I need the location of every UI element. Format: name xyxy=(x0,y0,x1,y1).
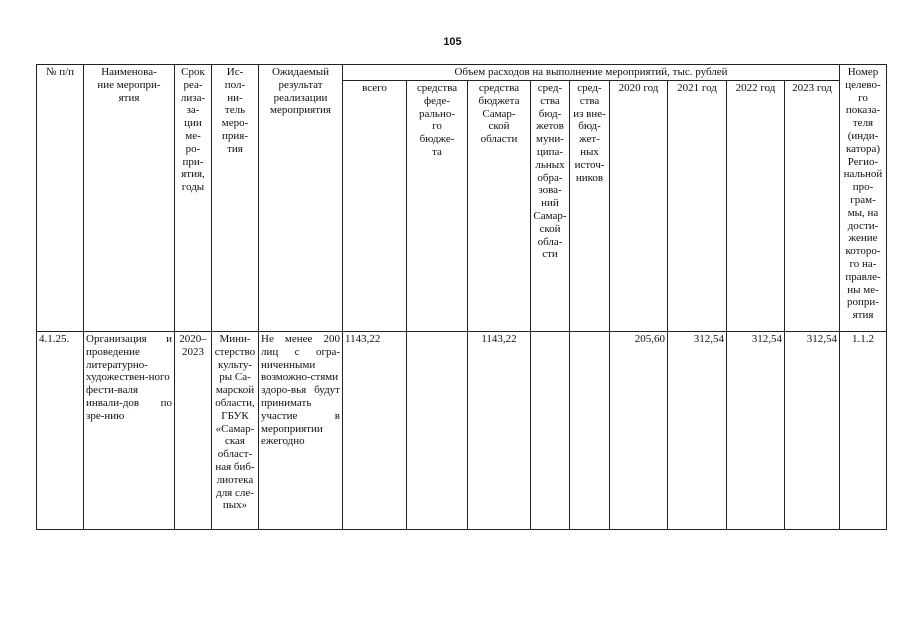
row-name: Организация и проведение литературно-художествен-ного фести-валя инвали-дов по зре-нию xyxy=(84,332,175,530)
row-executor: Мини- стерство культу- ры Са- марской области, ГБУК «Самар- ская област- ная биб- лиотека для сле- пых» xyxy=(212,332,259,530)
row-term: 2020– 2023 xyxy=(175,332,212,530)
header-federal: средства феде- рально- го бюдже- та xyxy=(407,81,468,332)
header-municipal: сред- ства бюд- жетов муни- ципа- льных обра- зова- ний Самар- ской обла- сти xyxy=(531,81,570,332)
header-total: всего xyxy=(343,81,407,332)
header-2022: 2022 год xyxy=(727,81,785,332)
header-indicator: Номер целево- го показа- теля (инди- катора) Регио- нальной про- грам- мы, на дости- жение которо- го на- правле- ны ме- ропри- ятия xyxy=(840,65,887,332)
row-municipal xyxy=(531,332,570,530)
header-result: Ожидаемый результат реализации мероприятия xyxy=(259,65,343,332)
header-executor: Ис- пол- ни- тель меро- прия- тия xyxy=(212,65,259,332)
row-federal xyxy=(407,332,468,530)
header-name: Наименова- ние меропри- ятия xyxy=(84,65,175,332)
row-2020: 205,60 xyxy=(610,332,668,530)
row-num: 4.1.25. xyxy=(37,332,84,530)
measures-table xyxy=(36,64,887,530)
row-2021: 312,54 xyxy=(668,332,727,530)
header-row-1 xyxy=(37,65,887,81)
header-2020: 2020 год xyxy=(610,81,668,332)
row-extrabudget xyxy=(570,332,610,530)
row-total: 1143,22 xyxy=(343,332,407,530)
row-2023: 312,54 xyxy=(785,332,840,530)
row-regional: 1143,22 xyxy=(468,332,531,530)
row-indicator: 1.1.2 xyxy=(840,332,887,530)
header-num: № п/п xyxy=(37,65,84,332)
row-result: Не менее 200 лиц с огра-ниченными возможно-стями здоро-вья будут принимать участие в мероприятии ежегодно xyxy=(259,332,343,530)
table-row xyxy=(37,332,887,530)
page-number: 105 xyxy=(443,36,462,48)
header-2023: 2023 год xyxy=(785,81,840,332)
header-term: Срок реа- лиза- за- ции ме- ро- при- ятия, годы xyxy=(175,65,212,332)
header-regional: средства бюджета Самар- ской области xyxy=(468,81,531,332)
row-2022: 312,54 xyxy=(727,332,785,530)
header-expenses-group: Объем расходов на выполнение мероприятий, тыс. рублей xyxy=(343,65,840,81)
header-extrabudget: сред- ства из вне- бюд- жет- ных источ- ников xyxy=(570,81,610,332)
header-2021: 2021 год xyxy=(668,81,727,332)
